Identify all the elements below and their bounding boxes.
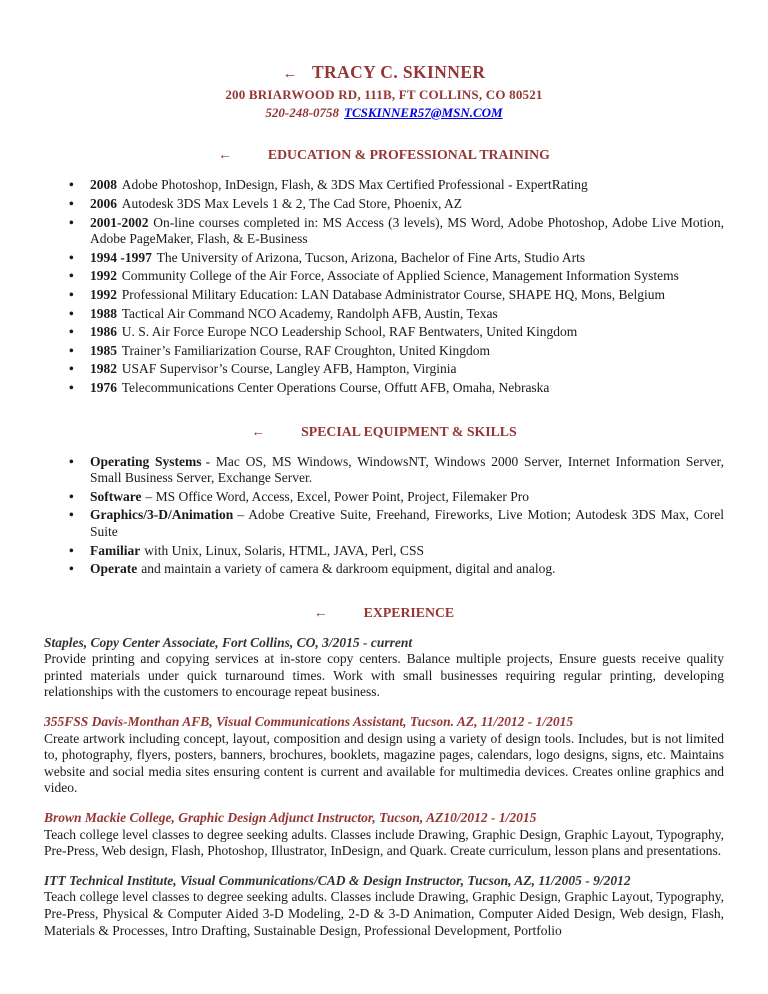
item-text: Community College of the Air Force, Associate of Applied Science, Management Information Systems: [121, 268, 679, 284]
skill-lead: Graphics/3-D/Animation: [90, 507, 234, 523]
education-item: [67, 343, 724, 360]
contact-line: [44, 105, 724, 121]
job-heading: ITT Technical Institute, Visual Communications/CAD & Design Instructor, Tucson, AZ, 11/2005 - 9/2012: [44, 872, 631, 888]
year-label: 1992: [90, 287, 117, 303]
item-text: USAF Supervisor’s Course, Langley AFB, Hampton, Virginia: [121, 361, 457, 377]
item-text: U. S. Air Force Europe NCO Leadership School, RAF Bentwaters, United Kingdom: [121, 324, 578, 340]
item-text: – MS Office Word, Access, Excel, Power Point, Project, Filemaker Pro: [145, 488, 530, 504]
year-label: 1982: [90, 361, 117, 377]
skills-item: [67, 454, 724, 487]
education-list: [44, 177, 724, 396]
job-heading: Brown Mackie College, Graphic Design Adjunct Instructor, Tucson, AZ10/2012 - 1/2015: [44, 810, 537, 826]
left-arrow-icon: ←: [218, 147, 232, 163]
skill-lead: Operate: [90, 561, 138, 577]
experience-section: [44, 605, 724, 939]
experience-entry: [44, 810, 724, 860]
section-heading-education: [44, 147, 724, 164]
education-item: [67, 380, 724, 397]
year-label: 2008: [90, 177, 117, 193]
education-section: [44, 147, 724, 396]
education-item: [67, 287, 724, 304]
resume-header: [44, 62, 724, 120]
skills-item: [67, 507, 724, 540]
job-description: Teach college level classes to degree seeking adults. Classes include Drawing, Graphic Design, Graphic Layout, Typography, Pre-Press, Web design, Flash, Photoshop, Illustrator, InDesign, and Quark. Create curriculum, lesson plans and presentations.: [44, 826, 724, 859]
education-item: [67, 196, 724, 213]
item-text: Telecommunications Center Operations Course, Offutt AFB, Omaha, Nebraska: [121, 379, 550, 395]
year-label: 1976: [90, 379, 117, 395]
job-description: Provide printing and copying services at in-store copy centers. Balance multiple projects, Ensure guests receive quality printed materials under quick turnaround times. Work with small businesses requiring regular printing, developing relationships with the customers to encourage repeat business.: [44, 651, 724, 700]
left-arrow-icon: ←: [251, 423, 266, 439]
item-text: and maintain a variety of camera & darkroom equipment, digital and analog.: [141, 561, 556, 577]
name-line: [44, 62, 724, 84]
item-text: On-line courses completed in: MS Access (3 levels), MS Word, Adobe Photoshop, Adobe Live Motion, Adobe PageMaker, Flash, & E-Business: [90, 214, 724, 247]
email-link[interactable]: TCSKINNER57@MSN.COM: [344, 104, 503, 120]
job-description: Create artwork including concept, layout, composition and design using a variety of design tools. Includes, but is not limited to, photography, flyers, posters, banners, brochures, booklets, magazine pages, calendars, logo designs, signs, etc. Maintains website and social media sites ensuring content is current and available for multimedia devices. Creates online graphics and video.: [44, 730, 724, 796]
item-text: Professional Military Education: LAN Database Administrator Course, SHAPE HQ, Mons, Belgium: [121, 287, 666, 303]
section-title: EXPERIENCE: [363, 604, 455, 620]
item-text: Adobe Photoshop, InDesign, Flash, & 3DS Max Certified Professional - ExpertRating: [121, 177, 588, 193]
item-text: Tactical Air Command NCO Academy, Randolph AFB, Austin, Texas: [121, 305, 498, 321]
year-label: 1986: [90, 324, 117, 340]
phone-number: 520-248-0758: [265, 104, 340, 120]
skills-item: [67, 543, 724, 560]
left-arrow-icon: ←: [282, 66, 298, 82]
skill-lead: Operating Systems: [90, 453, 202, 469]
skills-item: [67, 561, 724, 578]
section-heading-experience: [44, 605, 724, 622]
address-line: 200 BRIARWOOD RD, 111B, FT COLLINS, CO 80521: [225, 86, 543, 102]
skills-list: [44, 454, 724, 578]
experience-entry: [44, 873, 724, 939]
item-text: Autodesk 3DS Max Levels 1 & 2, The Cad Store, Phoenix, AZ: [121, 196, 462, 212]
section-title: SPECIAL EQUIPMENT & SKILLS: [301, 423, 517, 439]
year-label: 2001-2002: [90, 214, 149, 230]
item-text: - Mac OS, MS Windows, WindowsNT, Windows 2000 Server, Internet Information Server, Small Business Server, Exchange Server.: [90, 453, 724, 486]
education-item: [67, 361, 724, 378]
education-item: [67, 215, 724, 248]
experience-entry: [44, 714, 724, 797]
job-heading: 355FSS Davis-Monthan AFB, Visual Communications Assistant, Tucson. AZ, 11/2012 - 1/2015: [44, 714, 574, 730]
year-label: 2006: [90, 196, 117, 212]
job-description: Teach college level classes to degree seeking adults. Classes include Drawing, Graphic Design, Graphic Layout, Typography, Pre-Press, Physical & Computer Aided 3-D Modeling, 2-D & 3-D Animation, Computer Aided Design, Web design, Flash, Materials & Processes, Intro Drafting, Sustainable Design, Professional Development, Portfolio: [44, 889, 724, 938]
item-text: – Adobe Creative Suite, Freehand, Fireworks, Live Motion; Autodesk 3DS Max, Corel Suite: [90, 507, 724, 539]
experience-entry: [44, 635, 724, 701]
skill-lead: Familiar: [90, 542, 141, 558]
item-text: Trainer’s Familiarization Course, RAF Croughton, United Kingdom: [121, 342, 490, 358]
section-heading-skills: [44, 424, 724, 441]
year-label: 1994 -1997: [90, 249, 152, 265]
education-item: [67, 250, 724, 267]
item-text: with Unix, Linux, Solaris, HTML, JAVA, Perl, CSS: [144, 542, 424, 558]
education-item: [67, 306, 724, 323]
education-item: [67, 268, 724, 285]
education-item: [67, 324, 724, 341]
item-text: The University of Arizona, Tucson, Arizona, Bachelor of Fine Arts, Studio Arts: [156, 249, 586, 265]
year-label: 1992: [90, 268, 117, 284]
skill-lead: Software: [90, 488, 142, 504]
candidate-name: TRACY C. SKINNER: [311, 62, 486, 82]
year-label: 1985: [90, 342, 117, 358]
job-heading: Staples, Copy Center Associate, Fort Collins, CO, 3/2015 - current: [44, 634, 413, 650]
skills-item: [67, 489, 724, 506]
left-arrow-icon: ←: [313, 604, 328, 620]
skills-section: [44, 424, 724, 578]
year-label: 1988: [90, 305, 117, 321]
section-title: EDUCATION & PROFESSIONAL TRAINING: [267, 147, 550, 163]
education-item: [67, 177, 724, 194]
